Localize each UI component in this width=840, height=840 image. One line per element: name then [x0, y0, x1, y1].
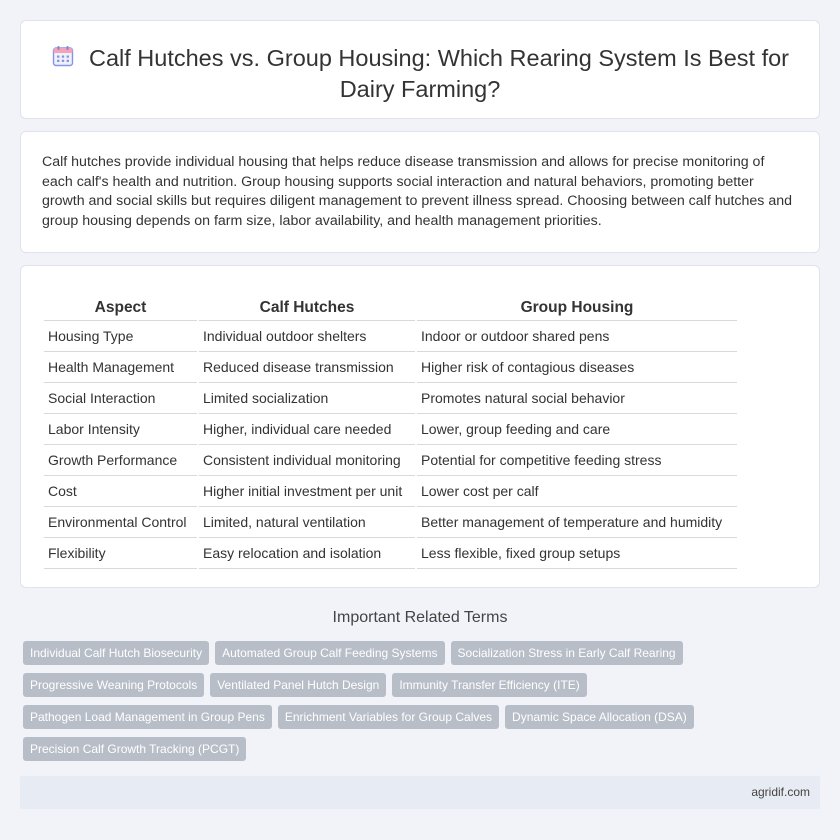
related-terms-heading: Important Related Terms: [332, 609, 508, 626]
table-row: [44, 352, 737, 383]
cell-aspect: Environmental Control: [44, 507, 197, 538]
cell-calf-hutches: Limited, natural ventilation: [199, 507, 415, 538]
cell-group-housing: Indoor or outdoor shared pens: [417, 321, 737, 352]
cell-group-housing: Lower cost per calf: [417, 476, 737, 507]
related-term-chip[interactable]: Immunity Transfer Efficiency (ITE): [392, 673, 587, 697]
header-calf-hutches: Calf Hutches: [199, 296, 415, 321]
table-row: [44, 476, 737, 507]
related-term-chip[interactable]: Automated Group Calf Feeding Systems: [215, 641, 444, 665]
cell-calf-hutches: Individual outdoor shelters: [199, 321, 415, 352]
cell-aspect: Housing Type: [44, 321, 197, 352]
footer-bar: [20, 776, 820, 809]
related-term-chip[interactable]: Pathogen Load Management in Group Pens: [23, 705, 272, 729]
calendar-icon: [51, 44, 75, 68]
cell-aspect: Flexibility: [44, 538, 197, 569]
header-group-housing: Group Housing: [417, 296, 737, 321]
cell-group-housing: Better management of temperature and humidity: [417, 507, 737, 538]
cell-aspect: Growth Performance: [44, 445, 197, 476]
related-terms-list: [23, 641, 713, 761]
footer-site-link[interactable]: agridif.com: [751, 785, 810, 799]
cell-calf-hutches: Reduced disease transmission: [199, 352, 415, 383]
cell-aspect: Health Management: [44, 352, 197, 383]
comparison-table: [42, 296, 739, 569]
page-title-text: Calf Hutches vs. Group Housing: Which Rearing System Is Best for Dairy Farming?: [88, 45, 790, 102]
cell-group-housing: Higher risk of contagious diseases: [417, 352, 737, 383]
comparison-card: [20, 265, 820, 588]
related-term-chip[interactable]: Progressive Weaning Protocols: [23, 673, 204, 697]
cell-group-housing: Less flexible, fixed group setups: [417, 538, 737, 569]
header-aspect: Aspect: [44, 296, 197, 321]
related-term-chip[interactable]: Individual Calf Hutch Biosecurity: [23, 641, 209, 665]
table-header-row: [44, 296, 737, 321]
related-term-chip[interactable]: Ventilated Panel Hutch Design: [210, 673, 386, 697]
related-term-chip[interactable]: Dynamic Space Allocation (DSA): [505, 705, 694, 729]
intro-paragraph: Calf hutches provide individual housing that helps reduce disease transmission and allows for precise monitoring of each calf's health and nutrition. Group housing supports social interaction and natural behaviors, promoting better growth and social skills but requires diligent management to prevent illness spread. Choosing between calf hutches and group housing depends on farm size, labor availability, and health management priorities.: [42, 154, 793, 229]
table-row: [44, 414, 737, 445]
cell-group-housing: Lower, group feeding and care: [417, 414, 737, 445]
cell-calf-hutches: Limited socialization: [199, 383, 415, 414]
page-title: [41, 43, 799, 105]
related-term-chip[interactable]: Socialization Stress in Early Calf Rearing: [451, 641, 683, 665]
intro-card: [20, 131, 820, 253]
cell-calf-hutches: Consistent individual monitoring: [199, 445, 415, 476]
cell-calf-hutches: Higher, individual care needed: [199, 414, 415, 445]
related-term-chip[interactable]: Enrichment Variables for Group Calves: [278, 705, 499, 729]
table-row: [44, 445, 737, 476]
table-row: [44, 383, 737, 414]
cell-calf-hutches: Easy relocation and isolation: [199, 538, 415, 569]
related-term-chip[interactable]: Precision Calf Growth Tracking (PCGT): [23, 737, 246, 761]
cell-aspect: Social Interaction: [44, 383, 197, 414]
cell-aspect: Labor Intensity: [44, 414, 197, 445]
table-row: [44, 538, 737, 569]
cell-group-housing: Potential for competitive feeding stress: [417, 445, 737, 476]
table-row: [44, 507, 737, 538]
cell-calf-hutches: Higher initial investment per unit: [199, 476, 415, 507]
cell-group-housing: Promotes natural social behavior: [417, 383, 737, 414]
header-card: [20, 20, 820, 119]
table-row: [44, 321, 737, 352]
cell-aspect: Cost: [44, 476, 197, 507]
